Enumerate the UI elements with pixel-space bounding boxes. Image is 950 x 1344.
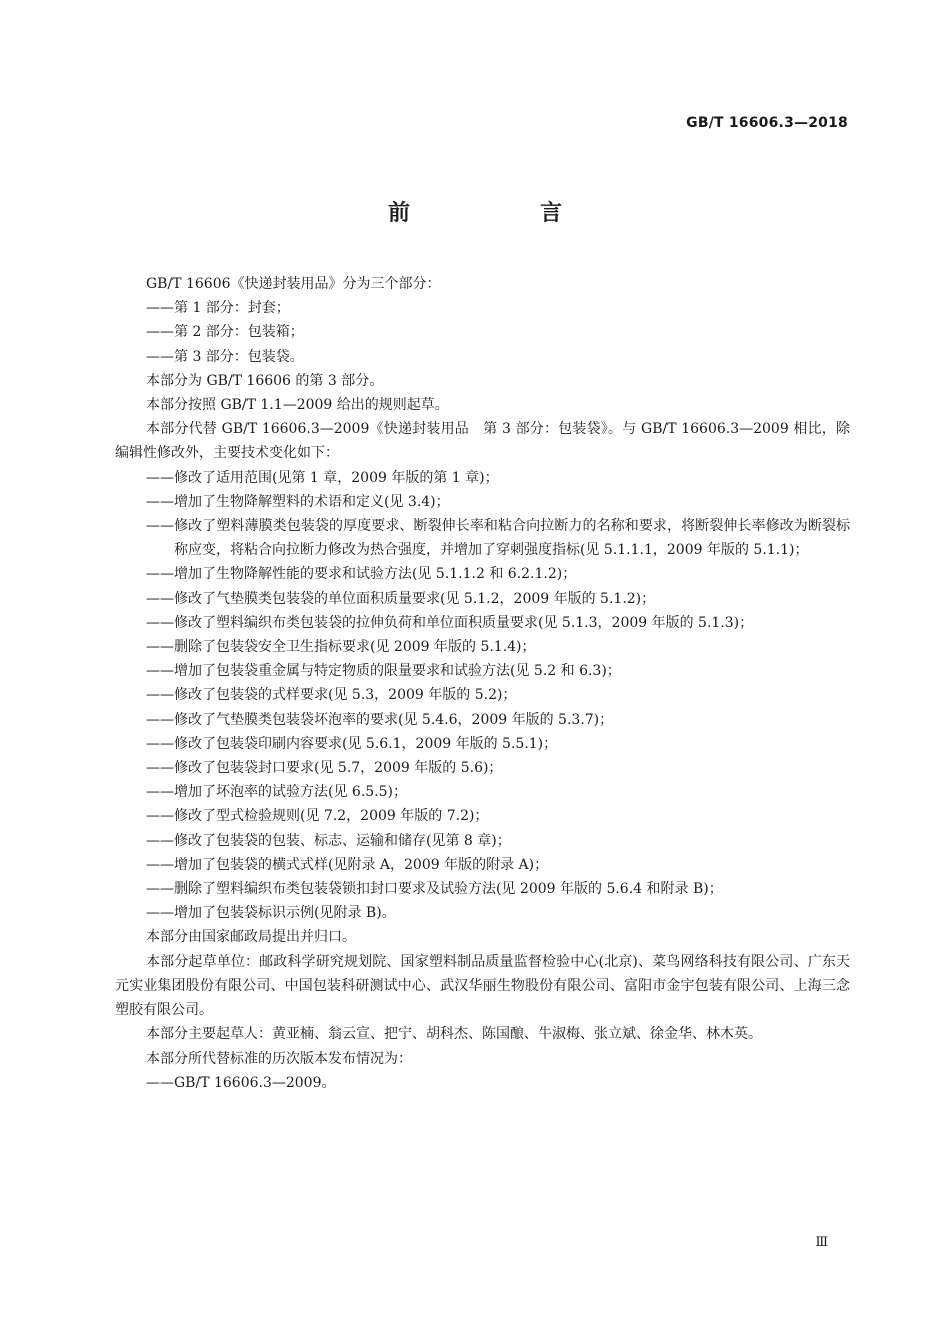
list-item: ——修改了塑料薄膜类包装袋的厚度要求、断裂伸长率和粘合向拉断力的名称和要求，将断裂伸长率修改为断裂标称应变，将粘合向拉断力修改为热合强度，并增加了穿刺强度指标(见 5.1.1.1，2009 年版的 5.1.1)； xyxy=(146,518,850,559)
standard-code: GB/T 16606.3—2018 xyxy=(686,115,848,131)
list-item: ——修改了塑料编织布类包装袋的拉伸负荷和单位面积质量要求(见 5.1.3，2009 年版的 5.1.3)； xyxy=(146,614,754,631)
list-item: ——删除了包装袋安全卫生指标要求(见 2009 年版的 5.1.4)； xyxy=(146,639,536,656)
list-item: ——第 3 部分：包装袋。 xyxy=(146,348,304,365)
paragraph: 本部分起草单位：邮政科学研究规划院、国家塑料制品质量监督检验中心(北京)、菜鸟网络科技有限公司、广东天元实业集团股份有限公司、中国包装科研测试中心、武汉华丽生物股份有限公司、富阳市金宇包装有限公司、上海三念塑胶有限公司。 xyxy=(115,953,850,1019)
page-title: 前 言 xyxy=(387,201,616,226)
list-item: ——增加了包装袋标识示例(见附录 B)。 xyxy=(146,905,396,922)
list-item: ——增加了包装袋的横式式样(见附录 A，2009 年版的附录 A)； xyxy=(146,856,549,873)
paragraph: 本部分主要起草人：黄亚楠、翁云宣、把宁、胡科杰、陈国酿、牛淑梅、张立斌、徐金华、林木英。 xyxy=(146,1026,762,1043)
list-item: ——删除了塑料编织布类包装袋锁扣封口要求及试验方法(见 2009 年版的 5.6.4 和附录 B)； xyxy=(146,881,723,898)
foreword-body xyxy=(115,272,850,1095)
paragraph: 本部分为 GB/T 16606 的第 3 部分。 xyxy=(146,372,384,389)
list-item: ——增加了生物降解性能的要求和试验方法(见 5.1.1.2 和 6.2.1.2)； xyxy=(146,566,577,583)
list-item: ——修改了气垫膜类包装袋坏泡率的要求(见 5.4.6，2009 年版的 5.3.7)； xyxy=(146,711,614,728)
list-item: ——增加了包装袋重金属与特定物质的限量要求和试验方法(见 5.2 和 6.3)； xyxy=(146,663,621,680)
list-item: ——第 2 部分：包装箱； xyxy=(146,324,304,341)
paragraph: 本部分按照 GB/T 1.1—2009 给出的规则起草。 xyxy=(146,397,449,414)
list-item: ——增加了生物降解塑料的术语和定义(见 3.4)； xyxy=(146,493,450,510)
list-item: ——修改了包装袋的式样要求(见 5.3，2009 年版的 5.2)； xyxy=(146,687,517,704)
list-item: ——修改了气垫膜类包装袋的单位面积质量要求(见 5.1.2，2009 年版的 5.1.2)； xyxy=(146,590,656,607)
list-item: ——第 1 部分：封套； xyxy=(146,300,290,317)
list-item: ——修改了型式检验规则(见 7.2，2009 年版的 7.2)； xyxy=(146,808,489,825)
page-number: Ⅲ xyxy=(815,1235,828,1250)
paragraph: 本部分代替 GB/T 16606.3—2009《快递封装用品 第 3 部分：包装袋》。与 GB/T 16606.3—2009 相比，除编辑性修改外，主要技术变化如下： xyxy=(115,421,850,462)
list-item: ——修改了包装袋的包装、标志、运输和储存(见第 8 章)； xyxy=(146,832,511,849)
paragraph: 本部分由国家邮政局提出并归口。 xyxy=(146,929,356,946)
list-item: ——修改了包装袋印刷内容要求(见 5.6.1，2009 年版的 5.5.1)； xyxy=(146,735,558,752)
list-item: ——增加了坏泡率的试验方法(见 6.5.5)； xyxy=(146,784,407,801)
list-item: ——修改了适用范围(见第 1 章，2009 年版的第 1 章)； xyxy=(146,469,499,486)
paragraph: 本部分所代替标准的历次版本发布情况为： xyxy=(146,1050,412,1067)
list-item: ——GB/T 16606.3—2009。 xyxy=(146,1074,336,1091)
paragraph: GB/T 16606《快递封装用品》分为三个部分： xyxy=(146,276,441,292)
list-item: ——修改了包装袋封口要求(见 5.7，2009 年版的 5.6)； xyxy=(146,760,503,777)
